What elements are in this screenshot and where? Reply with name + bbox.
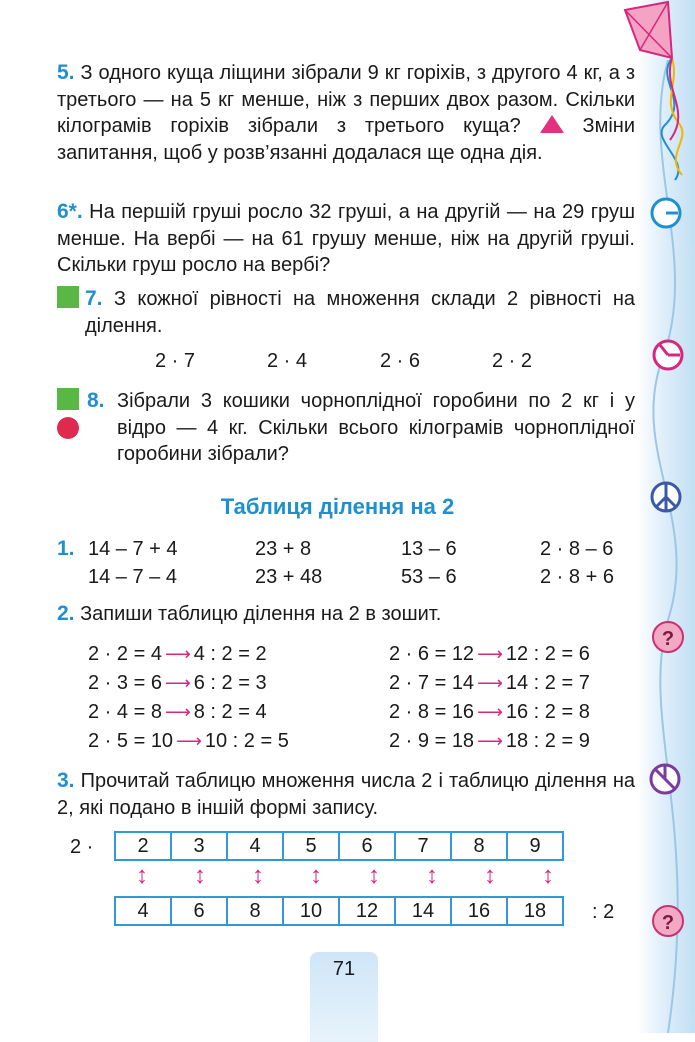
task-5-number: 5.: [57, 61, 75, 84]
division-row: [88, 730, 289, 753]
expression: 2 · 8 – 6: [540, 538, 614, 560]
expression: 2 · 6: [380, 350, 421, 372]
arrow-right-icon: ⟶: [477, 673, 503, 693]
expression: 13 – 6: [401, 538, 457, 560]
task-5-extra: Зміни запитання, щоб у розв’язанні додалася ще одна дія.: [57, 115, 635, 164]
task-7-text: З кожної рівності на множення склади 2 рівності на ділення.: [85, 288, 635, 337]
task-8-number: 8.: [87, 389, 105, 412]
mult-fact: 2 · 5 = 10: [88, 730, 174, 752]
mult-fact: 2 · 8 = 16: [389, 701, 475, 723]
div-fact: 8 : 2 = 4: [193, 701, 267, 723]
updown-arrow-icon: ↕: [136, 862, 148, 889]
expression: 23 + 8: [255, 538, 312, 560]
arrow-right-icon: ⟶: [477, 644, 503, 664]
table-cell: 4: [227, 832, 283, 860]
arrow-right-icon: ⟶: [164, 673, 191, 693]
triangle-icon: [540, 115, 564, 133]
question-icon: [653, 622, 683, 652]
updown-arrow-icon: ↕: [310, 862, 322, 889]
updown-arrow-icon: ↕: [252, 862, 264, 889]
mult-fact: 2 · 6 = 12: [389, 643, 475, 665]
expression: 2 · 2: [492, 350, 533, 372]
task-5: [57, 60, 635, 166]
clock-icon: [652, 199, 680, 227]
table-cell: 7: [395, 832, 451, 860]
cross-circle-icon: [651, 765, 679, 793]
table-cell: 3: [171, 832, 227, 860]
division-row: [88, 643, 267, 666]
ex-3: [57, 768, 635, 821]
updown-arrow-icon: ↕: [484, 862, 496, 889]
division-row: [389, 701, 590, 724]
section-title: Таблиця ділення на 2: [220, 494, 455, 519]
table-cell: 9: [507, 832, 563, 860]
arrow-right-icon: ⟶: [176, 731, 202, 751]
task-6: [57, 199, 635, 279]
division-row: [88, 672, 267, 695]
task-7: [57, 286, 635, 339]
expression: 53 – 6: [401, 566, 457, 588]
table-cell: 8: [227, 897, 283, 925]
task-6-number: 6*.: [57, 200, 83, 223]
mult-fact: 2 · 2 = 4: [88, 643, 162, 665]
task-5-text: З одного куща ліщини зібрали 9 кг горіхів, з другого 4 кг, а з третього — на 5 кг менше, ніж з перших двох разом. Скільки кілограмів горіхів зібрали з третього куща?: [57, 62, 636, 137]
expression: 2 · 8 + 6: [540, 566, 614, 588]
mult-label: 2 ·: [70, 836, 94, 858]
ex-2: [57, 601, 635, 628]
green-square-icon: [57, 388, 79, 410]
svg-text:?: ?: [661, 628, 675, 650]
mult-fact: 2 · 9 = 18: [389, 730, 475, 752]
red-circle-icon: [57, 417, 79, 439]
division-row: [389, 672, 590, 695]
table-cell: 5: [283, 832, 339, 860]
div-label: : 2: [592, 901, 615, 923]
task-8-text: Зібрали 3 кошики чорноплідної горобини по 2 кг і у відро — 4 кг. Скільки всього кілограмів чорноплідної горобини зібрали?: [117, 390, 635, 465]
div-fact: 4 : 2 = 2: [193, 643, 267, 665]
question-icon-2: [653, 906, 683, 936]
updown-arrow-icon: ↕: [426, 862, 438, 889]
expression: 14 – 7 + 4: [88, 538, 178, 560]
mult-fact: 2 · 4 = 8: [88, 701, 162, 723]
table-cell: 2: [115, 832, 171, 860]
arrow-right-icon: ⟶: [164, 702, 191, 722]
div-fact: 16 : 2 = 8: [505, 701, 590, 723]
updown-arrow-icon: ↕: [194, 862, 206, 889]
division-row: [389, 730, 590, 753]
expression: 23 + 48: [255, 566, 323, 588]
table-cell: 14: [395, 897, 451, 925]
ex-2-text: Запиши таблицю ділення на 2 в зошит.: [80, 603, 442, 625]
page-number: 71: [310, 952, 378, 1042]
pie-icon: [654, 341, 682, 369]
updown-arrow-icon: ↕: [368, 862, 380, 889]
table-cell: 16: [451, 897, 507, 925]
ex-1-number: 1.: [57, 537, 75, 560]
div-fact: 6 : 2 = 3: [193, 672, 267, 694]
arrow-right-icon: ⟶: [477, 702, 503, 722]
expression: 2 · 7: [155, 350, 196, 372]
arrow-right-icon: ⟶: [477, 731, 503, 751]
task-6-text: На першій груші росло 32 груші, а на другій — на 29 груш менше. На вербі — на 61 грушу менше, ніж на другій груші. Скільки груш росло на вербі?: [57, 201, 635, 276]
div-fact: 12 : 2 = 6: [505, 643, 590, 665]
table-cell: 6: [339, 832, 395, 860]
ex-2-number: 2.: [57, 602, 75, 625]
table-cell: 12: [339, 897, 395, 925]
arrow-right-icon: ⟶: [164, 644, 191, 664]
mult-fact: 2 · 3 = 6: [88, 672, 162, 694]
multiplier-table: [114, 831, 564, 861]
mult-fact: 2 · 7 = 14: [389, 672, 475, 694]
ex-3-text: Прочитай таблицю множення числа 2 і таблицю ділення на 2, які подано в іншій формі запису.: [57, 770, 636, 819]
division-row: [389, 643, 590, 666]
div-fact: 14 : 2 = 7: [505, 672, 590, 694]
table-cell: 8: [451, 832, 507, 860]
svg-text:?: ?: [661, 912, 675, 934]
table-cell: 6: [171, 897, 227, 925]
div-fact: 18 : 2 = 9: [505, 730, 590, 752]
div-fact: 10 : 2 = 5: [204, 730, 289, 752]
task-7-number: 7.: [85, 287, 103, 310]
table-cell: 18: [507, 897, 563, 925]
product-table: [114, 896, 564, 926]
expression: 2 · 4: [267, 350, 308, 372]
table-cell: 4: [115, 897, 171, 925]
updown-arrow-icon: ↕: [542, 862, 554, 889]
ex-3-number: 3.: [57, 769, 75, 792]
expression: 14 – 7 – 4: [88, 566, 177, 588]
division-row: [88, 701, 267, 724]
table-cell: 10: [283, 897, 339, 925]
